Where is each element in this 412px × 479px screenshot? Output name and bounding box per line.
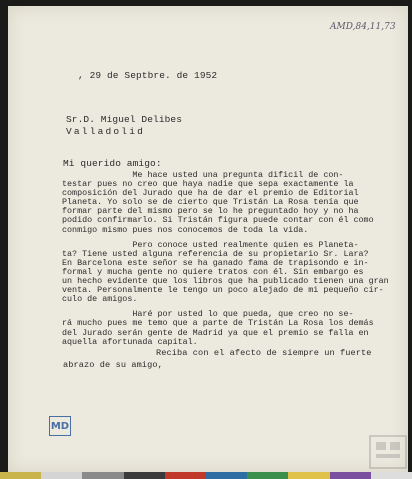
- color-swatch: [206, 472, 247, 479]
- body-line: formal y mucha gente no quiere tratos con él. Sin embargo es: [62, 266, 364, 277]
- closing-line-2: abrazo de su amigo,: [63, 360, 163, 370]
- body-line: del Jurado serán gente de Madrid ya que el premio se falla en: [62, 327, 369, 338]
- closing-line-1: Reciba con el afecto de siempre un fuerte: [156, 348, 372, 358]
- letter-body: [62, 171, 389, 347]
- archive-reference: AMD,84,11,73: [330, 22, 396, 32]
- body-line: culo de amigos.: [62, 294, 138, 305]
- date-line: , 29 de Septbre. de 1952: [78, 70, 218, 81]
- color-swatch: [124, 472, 165, 479]
- recipient-name: Sr.D. Miguel Delibes: [66, 114, 183, 125]
- color-swatch: [0, 472, 41, 479]
- body-line: conmigo mismo pues nos conocemos de toda la vida.: [62, 224, 309, 235]
- body-line: composición del Jurado que ha de dar el premio de Editorial: [62, 188, 359, 199]
- body-line: Pero conoce usted realmente quien es Planeta-: [62, 239, 359, 250]
- body-line: ta? Tiene usted alguna referencia de su propietario Sr. Lara?: [62, 248, 369, 259]
- color-swatch: [288, 472, 329, 479]
- color-swatch: [82, 472, 123, 479]
- color-swatch: [165, 472, 206, 479]
- body-line: En Barcelona este señor se ha ganado fama de trapisondo e in-: [62, 257, 369, 268]
- body-line: formar parte del mismo pero se lo he preguntado hoy y no ha: [62, 206, 359, 217]
- md-logo-icon: MD: [49, 416, 71, 436]
- body-line: rá mucho pues me temo que a parte de Tristán La Rosa los demás: [62, 318, 374, 329]
- salutation: Mi querido amigo:: [63, 158, 162, 169]
- recipient-city: Valladolid: [66, 126, 146, 137]
- body-line: un hecho evidente que los libros que ha publicado tienen una gran: [62, 276, 389, 287]
- body-line: Haré por usted lo que pueda, que creo no se-: [62, 309, 354, 320]
- color-swatch: [41, 472, 82, 479]
- body-line: venta. Personalmente le tengo un poco alejado de mi pequeño cír-: [62, 285, 384, 296]
- body-line: testar pues no creo que haya nadie que sepa exactamente la: [62, 179, 354, 190]
- color-swatch: [330, 472, 371, 479]
- archive-stamp-icon: [368, 434, 408, 470]
- body-line: Me hace usted una pregunta dificil de con-: [62, 170, 344, 180]
- color-swatch: [371, 472, 412, 479]
- color-swatch: [247, 472, 288, 479]
- color-calibration-strip: [0, 472, 412, 479]
- body-line: podido confirmarlo. Si Tristán figura puede contar con él como: [62, 215, 374, 226]
- body-line: Planeta. Yo solo se de cierto que Tristán La Rosa tenía que: [62, 197, 359, 208]
- body-line: aquella afortunada capital.: [62, 336, 198, 347]
- letter-paper: [8, 6, 408, 472]
